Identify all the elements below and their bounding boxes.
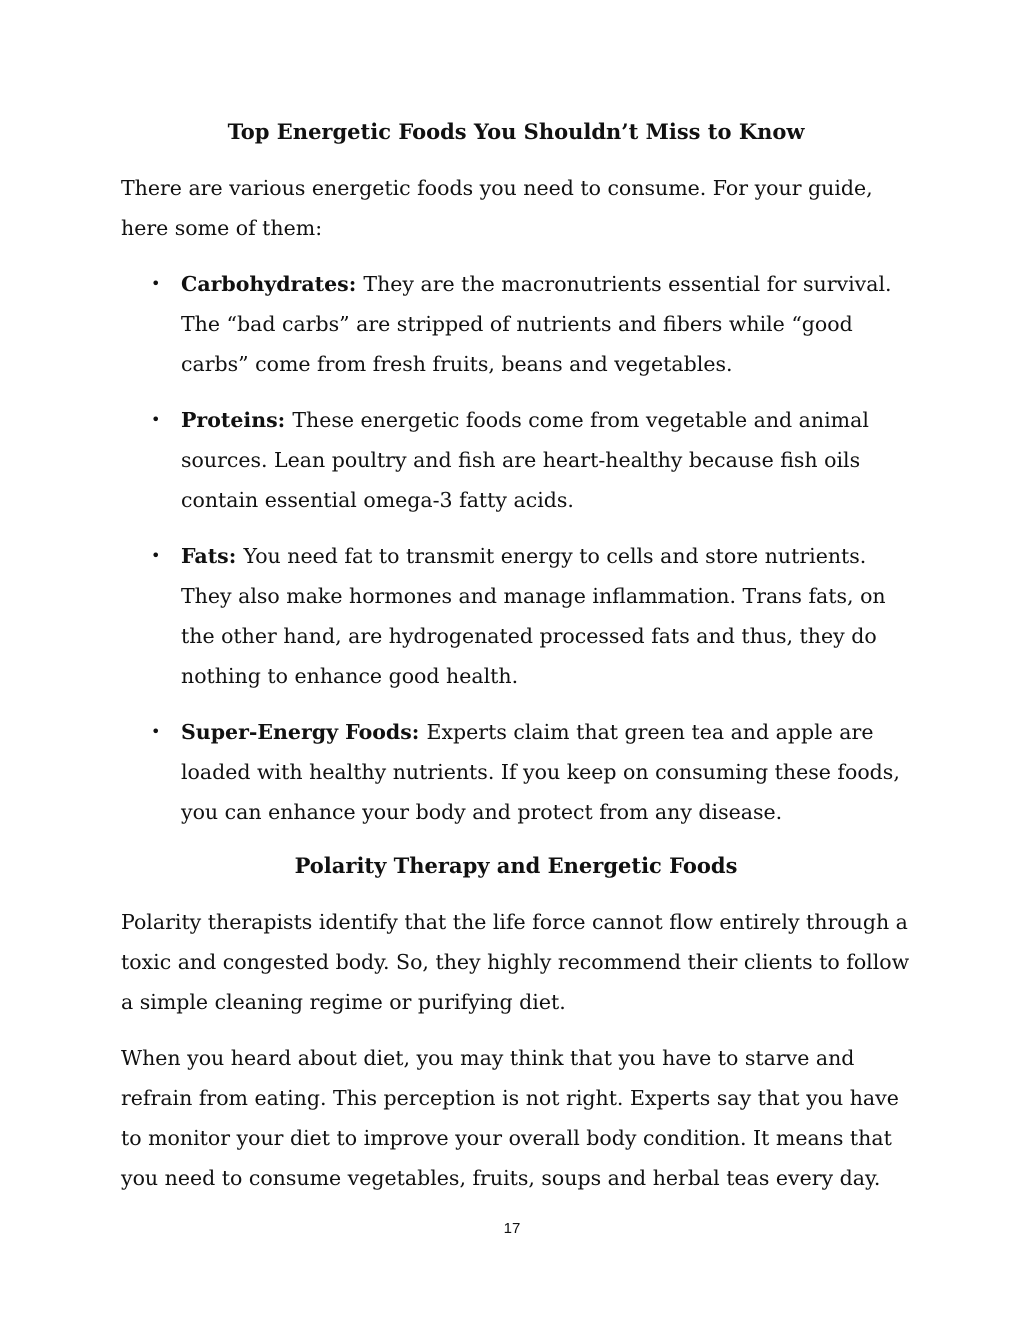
list-item-carbohydrates (121, 264, 911, 384)
bullet-icon: • (151, 410, 161, 429)
energetic-foods-list (121, 264, 911, 832)
list-item-fats (121, 536, 911, 696)
section-heading-polarity-therapy: Polarity Therapy and Energetic Foods (294, 853, 738, 878)
polarity-paragraph: Polarity therapists identify that the life force cannot flow entirely through a toxic and congested body. So, they highly recommend their clients to follow a simple cleaning regime or purifying diet. (121, 910, 910, 1014)
list-item-super-energy-foods (121, 712, 911, 832)
bullet-icon: • (151, 546, 161, 565)
list-item-term: Carbohydrates: (181, 272, 364, 296)
document-page (121, 112, 911, 1214)
list-item-proteins (121, 400, 911, 520)
list-item-term: Proteins: (181, 408, 293, 432)
list-item-term: Fats: (181, 544, 244, 568)
list-item-text: You need fat to transmit energy to cells and store nutrients. They also make hormones and manage inflammation. Trans fats, on the other hand, are hydrogenated processed fats and thus, they do nothing to enhance good health. (181, 544, 886, 688)
bullet-icon: • (151, 722, 161, 741)
list-item-text: These energetic foods come from vegetable and animal sources. Lean poultry and fish are heart-healthy because fish oils contain essential omega-3 fatty acids. (181, 408, 869, 512)
diet-paragraph: When you heard about diet, you may think that you have to starve and refrain from eating. This perception is not right. Experts say that you have to monitor your diet to improve your overall body condition. It means that you need to consume vegetables, fruits, soups and herbal teas every day. (121, 1046, 899, 1190)
section-heading-energetic-foods: Top Energetic Foods You Shouldn’t Miss to Know (227, 119, 805, 144)
bullet-icon: • (151, 274, 161, 293)
intro-paragraph: There are various energetic foods you need to consume. For your guide, here some of them: (121, 176, 873, 240)
page-number: 17 (503, 1220, 521, 1237)
list-item-term: Super-Energy Foods: (181, 720, 427, 744)
list-item-text: Experts claim that green tea and apple are loaded with healthy nutrients. If you keep on consuming these foods, you can enhance your body and protect from any disease. (181, 720, 900, 824)
list-item-text: They are the macronutrients essential for survival. The “bad carbs” are stripped of nutrients and fibers while “good carbs” come from fresh fruits, beans and vegetables. (181, 272, 892, 376)
